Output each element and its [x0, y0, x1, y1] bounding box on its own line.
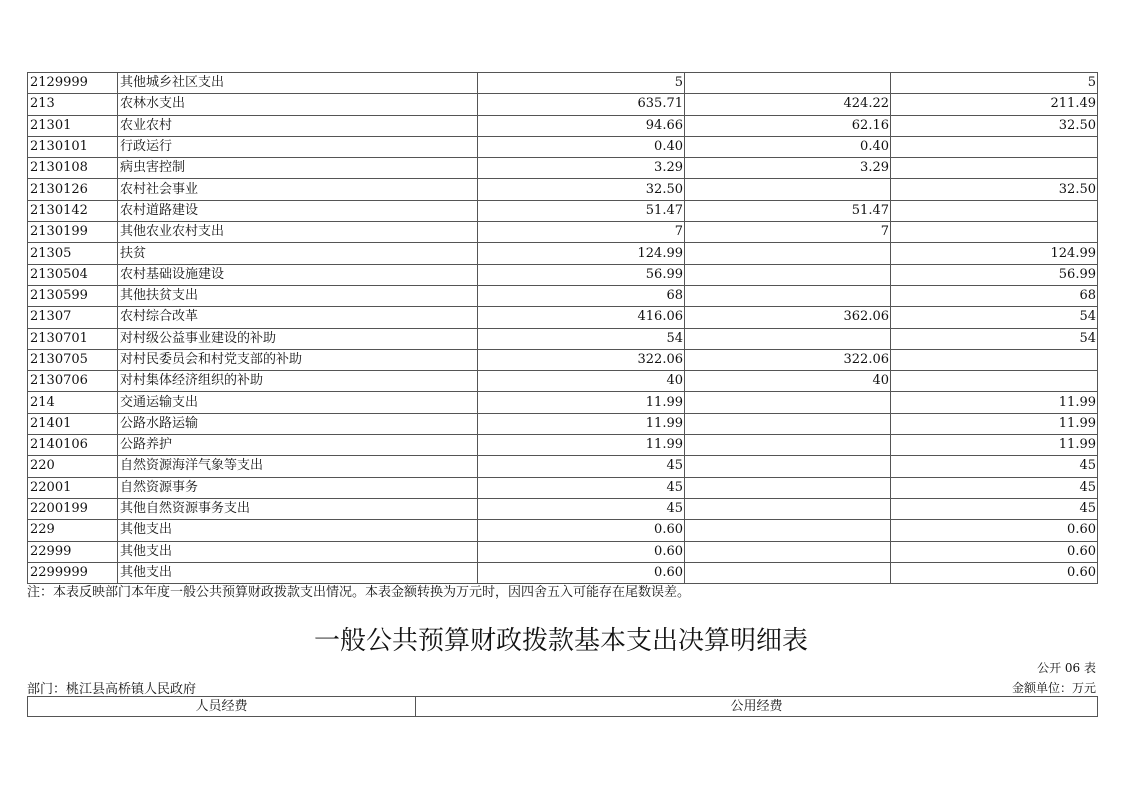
cell-total: 5 — [478, 73, 685, 94]
table-row — [28, 73, 1098, 94]
cell-total: 45 — [478, 456, 685, 477]
table-row — [28, 94, 1098, 115]
cell-name: 其他扶贫支出 — [118, 285, 478, 306]
cell-code: 2130599 — [28, 285, 118, 306]
expenditure-table — [27, 72, 1098, 584]
cell-project — [891, 222, 1098, 243]
cell-basic — [685, 562, 891, 583]
table-row — [28, 435, 1098, 456]
cell-name: 其他农业农村支出 — [118, 222, 478, 243]
cell-total: 3.29 — [478, 158, 685, 179]
cell-total: 56.99 — [478, 264, 685, 285]
expenditure-table-body — [28, 73, 1098, 584]
cell-code: 2130705 — [28, 349, 118, 370]
table-row — [28, 200, 1098, 221]
cell-name: 病虫害控制 — [118, 158, 478, 179]
cell-total: 45 — [478, 498, 685, 519]
cell-code: 22001 — [28, 477, 118, 498]
cell-code: 21401 — [28, 413, 118, 434]
cell-code: 21307 — [28, 307, 118, 328]
cell-code: 21301 — [28, 115, 118, 136]
cell-basic: 3.29 — [685, 158, 891, 179]
cell-code: 22999 — [28, 541, 118, 562]
cell-basic: 362.06 — [685, 307, 891, 328]
table-row — [28, 477, 1098, 498]
cell-code: 2130504 — [28, 264, 118, 285]
cell-project — [891, 349, 1098, 370]
table-row — [28, 349, 1098, 370]
table-row — [28, 307, 1098, 328]
cell-total: 11.99 — [478, 413, 685, 434]
cell-name: 其他支出 — [118, 562, 478, 583]
form-number: 公开 06 表 — [1037, 661, 1096, 675]
cell-total: 32.50 — [478, 179, 685, 200]
cell-basic — [685, 413, 891, 434]
cell-project: 5 — [891, 73, 1098, 94]
cell-code: 2299999 — [28, 562, 118, 583]
cell-basic — [685, 498, 891, 519]
expenditure-table-section — [27, 72, 1097, 584]
cell-name: 农林水支出 — [118, 94, 478, 115]
cell-code: 2130706 — [28, 371, 118, 392]
basic-expenditure-header-table — [27, 696, 1098, 717]
cell-project — [891, 136, 1098, 157]
cell-project: 11.99 — [891, 413, 1098, 434]
cell-project: 68 — [891, 285, 1098, 306]
cell-project — [891, 371, 1098, 392]
table-row — [28, 392, 1098, 413]
cell-name: 自然资源海洋气象等支出 — [118, 456, 478, 477]
cell-total: 94.66 — [478, 115, 685, 136]
header-personnel-cost: 人员经费 — [28, 697, 416, 717]
cell-project: 32.50 — [891, 179, 1098, 200]
cell-name: 对村级公益事业建设的补助 — [118, 328, 478, 349]
cell-total: 416.06 — [478, 307, 685, 328]
cell-basic — [685, 179, 891, 200]
cell-basic — [685, 456, 891, 477]
cell-basic — [685, 73, 891, 94]
cell-basic — [685, 477, 891, 498]
cell-project: 0.60 — [891, 562, 1098, 583]
cell-project: 11.99 — [891, 392, 1098, 413]
cell-project: 45 — [891, 498, 1098, 519]
cell-code: 2130108 — [28, 158, 118, 179]
table-row — [28, 371, 1098, 392]
cell-project — [891, 200, 1098, 221]
cell-total: 11.99 — [478, 435, 685, 456]
cell-basic: 322.06 — [685, 349, 891, 370]
cell-basic: 424.22 — [685, 94, 891, 115]
cell-code: 21305 — [28, 243, 118, 264]
cell-code: 2130701 — [28, 328, 118, 349]
cell-project: 56.99 — [891, 264, 1098, 285]
table-row — [28, 136, 1098, 157]
cell-total: 322.06 — [478, 349, 685, 370]
cell-code: 2130142 — [28, 200, 118, 221]
cell-total: 0.60 — [478, 520, 685, 541]
cell-name: 其他城乡社区支出 — [118, 73, 478, 94]
cell-basic — [685, 392, 891, 413]
cell-basic: 62.16 — [685, 115, 891, 136]
cell-basic — [685, 520, 891, 541]
cell-name: 公路水路运输 — [118, 413, 478, 434]
cell-total: 11.99 — [478, 392, 685, 413]
amount-unit-label: 金额单位：万元 — [1011, 681, 1096, 695]
table-row — [28, 243, 1098, 264]
cell-project: 11.99 — [891, 435, 1098, 456]
table-row — [28, 520, 1098, 541]
page-title: 一般公共预算财政拨款基本支出决算明细表 — [313, 626, 808, 656]
cell-basic: 51.47 — [685, 200, 891, 221]
cell-project — [891, 158, 1098, 179]
cell-total: 51.47 — [478, 200, 685, 221]
cell-total: 45 — [478, 477, 685, 498]
cell-basic — [685, 435, 891, 456]
cell-code: 2130126 — [28, 179, 118, 200]
cell-project: 0.60 — [891, 520, 1098, 541]
cell-code: 214 — [28, 392, 118, 413]
cell-basic — [685, 243, 891, 264]
cell-project: 45 — [891, 456, 1098, 477]
cell-project: 124.99 — [891, 243, 1098, 264]
cell-total: 0.60 — [478, 541, 685, 562]
table-row — [28, 541, 1098, 562]
cell-name: 公路养护 — [118, 435, 478, 456]
cell-total: 68 — [478, 285, 685, 306]
cell-code: 213 — [28, 94, 118, 115]
table-row — [28, 413, 1098, 434]
cell-basic — [685, 328, 891, 349]
cell-total: 0.60 — [478, 562, 685, 583]
cell-code: 229 — [28, 520, 118, 541]
cell-name: 自然资源事务 — [118, 477, 478, 498]
cell-name: 其他支出 — [118, 520, 478, 541]
cell-total: 7 — [478, 222, 685, 243]
header-row — [28, 697, 1098, 717]
cell-code: 220 — [28, 456, 118, 477]
table-row — [28, 456, 1098, 477]
cell-basic — [685, 285, 891, 306]
cell-basic — [685, 541, 891, 562]
cell-name: 对村民委员会和村党支部的补助 — [118, 349, 478, 370]
cell-name: 对村集体经济组织的补助 — [118, 371, 478, 392]
cell-name: 农业农村 — [118, 115, 478, 136]
table-row — [28, 328, 1098, 349]
cell-project: 54 — [891, 307, 1098, 328]
table-row — [28, 158, 1098, 179]
cell-name: 农村道路建设 — [118, 200, 478, 221]
cell-total: 635.71 — [478, 94, 685, 115]
cell-basic: 40 — [685, 371, 891, 392]
cell-project: 45 — [891, 477, 1098, 498]
table-row — [28, 285, 1098, 306]
cell-project: 54 — [891, 328, 1098, 349]
cell-code: 2130101 — [28, 136, 118, 157]
table-row — [28, 498, 1098, 519]
cell-name: 其他支出 — [118, 541, 478, 562]
cell-name: 交通运输支出 — [118, 392, 478, 413]
cell-code: 2129999 — [28, 73, 118, 94]
cell-name: 农村社会事业 — [118, 179, 478, 200]
cell-name: 扶贫 — [118, 243, 478, 264]
cell-basic: 0.40 — [685, 136, 891, 157]
table-note: 注：本表反映部门本年度一般公共预算财政拨款支出情况。本表金额转换为万元时，因四舍五入可能存在尾数误差。 — [27, 585, 691, 600]
cell-project: 0.60 — [891, 541, 1098, 562]
cell-basic — [685, 264, 891, 285]
cell-total: 40 — [478, 371, 685, 392]
cell-project: 32.50 — [891, 115, 1098, 136]
cell-name: 行政运行 — [118, 136, 478, 157]
cell-name: 农村综合改革 — [118, 307, 478, 328]
table-row — [28, 264, 1098, 285]
table-row — [28, 115, 1098, 136]
department-label: 部门：桃江县高桥镇人民政府 — [27, 682, 197, 697]
table-row — [28, 222, 1098, 243]
table-row — [28, 179, 1098, 200]
cell-code: 2200199 — [28, 498, 118, 519]
cell-total: 0.40 — [478, 136, 685, 157]
cell-code: 2140106 — [28, 435, 118, 456]
cell-name: 农村基础设施建设 — [118, 264, 478, 285]
cell-code: 2130199 — [28, 222, 118, 243]
cell-name: 其他自然资源事务支出 — [118, 498, 478, 519]
cell-basic: 7 — [685, 222, 891, 243]
cell-total: 54 — [478, 328, 685, 349]
header-public-cost: 公用经费 — [416, 697, 1098, 717]
cell-total: 124.99 — [478, 243, 685, 264]
cell-project: 211.49 — [891, 94, 1098, 115]
